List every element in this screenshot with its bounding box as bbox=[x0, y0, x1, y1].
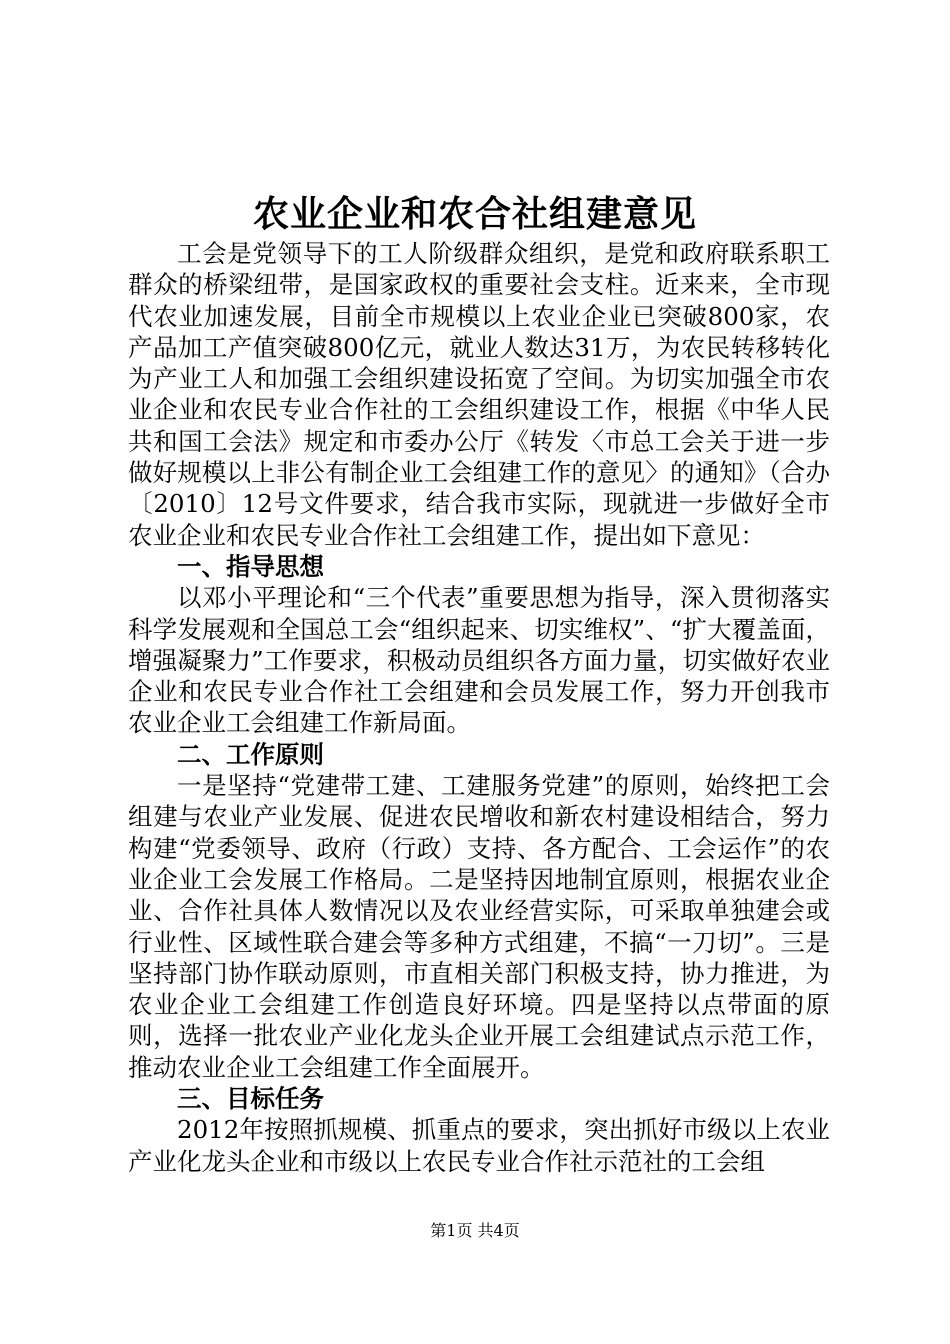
intro-paragraph: 工会是党领导下的工人阶级群众组织，是党和政府联系职工群众的桥梁纽带，是国家政权的重要社会支柱。近来来，全市现代农业加速发展，目前全市规模以上农业企业已突破800家，农产品加工产值突破800亿元，就业人数达31万，为农民转移转化为产业工人和加强工会组织建设拓宽了空间。为切实加强全市农业企业和农民专业合作社的工会组织建设工作，根据《中华人民共和国工会法》规定和市委办公厅《转发〈市总工会关于进一步做好规模以上非公有制企业工会组建工作的意见〉的通知》（合办〔2010〕12号文件要求，结合我市实际，现就进一步做好全市农业企业和农民专业合作社工会组建工作，提出如下意见： bbox=[128, 239, 830, 550]
document-title: 农业企业和农合社组建意见 bbox=[252, 193, 697, 235]
section-heading-work-principles: 二、工作原则 bbox=[177, 739, 324, 769]
section-heading-goals-tasks: 三、目标任务 bbox=[177, 1084, 324, 1114]
section-paragraph-goals-tasks: 2012年按照抓规模、抓重点的要求，突出抓好市级以上农业产业化龙头企业和市级以上农民专业合作社示范社的工会组 bbox=[128, 1115, 830, 1176]
page-number-footer: 第1页 共4页 bbox=[430, 1221, 520, 1240]
section-heading-guiding-ideology: 一、指导思想 bbox=[177, 551, 324, 581]
section-paragraph-work-principles: 一是坚持“党建带工建、工建服务党建”的原则，始终把工会组建与农业产业发展、促进农民增收和新农村建设相结合，努力构建“党委领导、政府（行政）支持、各方配合、工会运作”的农业企业工会发展工作格局。二是坚持因地制宜原则，根据农业企业、合作社具体人数情况以及农业经营实际，可采取单独建会或行业性、区域性联合建会等多种方式组建，不搞“一刀切”。三是坚持部门协作联动原则，市直相关部门积极支持，协力推进，为农业企业工会组建工作创造良好环境。四是坚持以点带面的原则，选择一批农业产业化龙头企业开展工会组建试点示范工作，推动农业企业工会组建工作全面展开。 bbox=[128, 771, 830, 1082]
section-paragraph-guiding-ideology: 以邓小平理论和“三个代表”重要思想为指导，深入贯彻落实科学发展观和全国总工会“组织起来、切实维权”、“扩大覆盖面，增强凝聚力”工作要求，积极动员组织各方面力量，切实做好农业企业和农民专业合作社工会组建和会员发展工作，努力开创我市农业企业工会组建工作新局面。 bbox=[128, 583, 830, 738]
document-body bbox=[128, 238, 830, 1177]
